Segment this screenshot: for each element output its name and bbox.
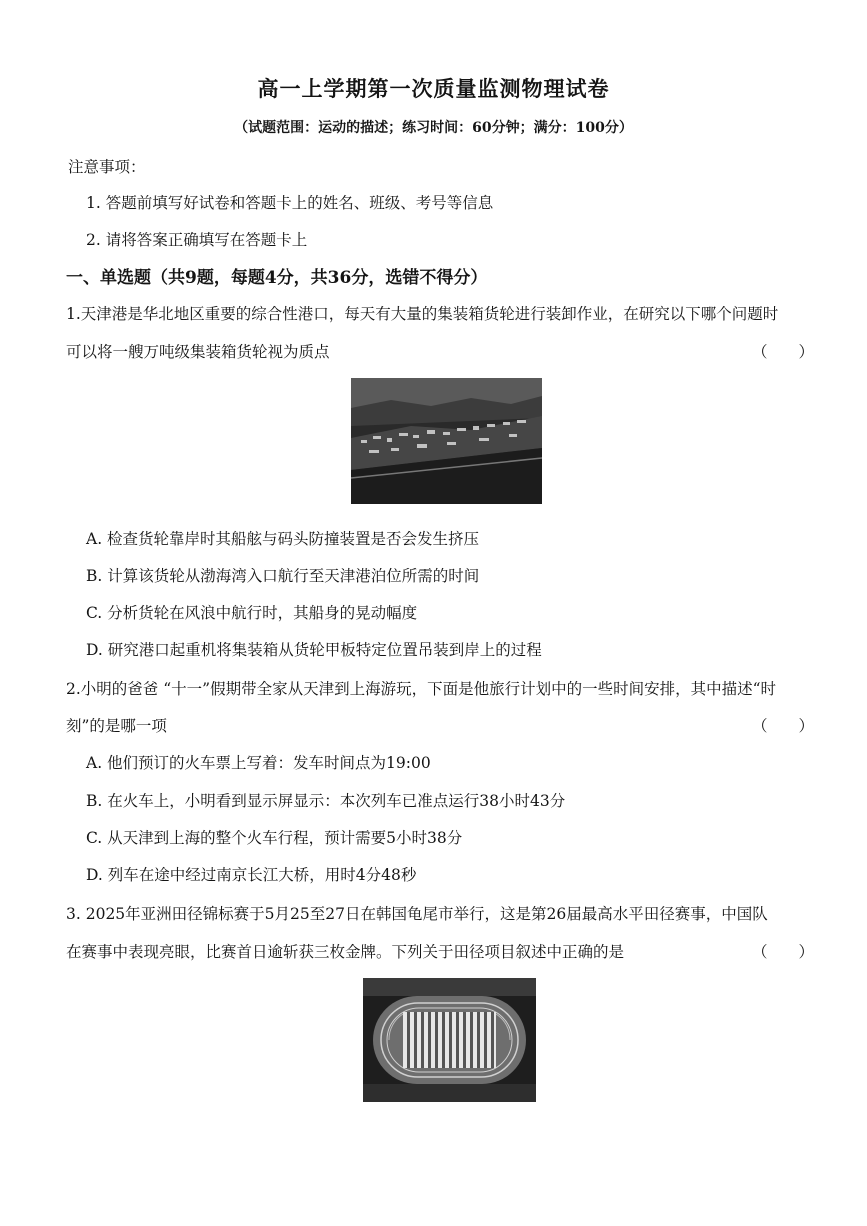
- question-1-stem: 1.天津港是华北地区重要的综合性港口，每天有大量的集装箱货轮进行装卸作业，在研究以下哪个问题时: [66, 305, 779, 323]
- answer-paren: （ ）: [752, 343, 815, 361]
- page-title: 高一上学期第一次质量监测物理试卷: [257, 76, 610, 101]
- port-photo: [351, 378, 542, 504]
- option-b: B. 计算该货轮从渤海湾入口航行至天津港泊位所需的时间: [86, 567, 480, 585]
- notes-heading: 注意事项：: [68, 158, 146, 176]
- stadium-photo: [363, 978, 536, 1102]
- page-subtitle: （试题范围：运动的描述；练习时间：60分钟；满分：100分）: [234, 120, 633, 136]
- question-3-stem: 3. 2025年亚洲田径锦标赛于5月25至27日在韩国龟尾市举行，这是第26届最高水平田径赛事，中国队: [66, 905, 768, 923]
- note-item: 1. 答题前填写好试卷和答题卡上的姓名、班级、考号等信息: [86, 194, 494, 212]
- option-d: D. 研究港口起重机将集装箱从货轮甲板特定位置吊装到岸上的过程: [86, 641, 542, 659]
- option-d: D. 列车在途中经过南京长江大桥，用时4分48秒: [86, 866, 417, 884]
- option-b: B. 在火车上，小明看到显示屏显示：本次列车已准点运行38小时43分: [86, 792, 566, 810]
- question-3-stem-cont: 在赛事中表现亮眼，比赛首日逾斩获三枚金牌。下列关于田径项目叙述中正确的是: [66, 943, 625, 961]
- question-2-stem: 2.小明的爸爸 “十一”假期带全家从天津到上海游玩，下面是他旅行计划中的一些时间安排，其中描述“时: [66, 680, 776, 698]
- option-a: A. 检查货轮靠岸时其船舷与码头防撞装置是否会发生挤压: [86, 530, 480, 548]
- section-heading: 一、单选题（共9题，每题4分，共36分，选错不得分）: [66, 268, 488, 288]
- question-2-stem-cont: 刻”的是哪一项: [66, 717, 167, 735]
- option-a: A. 他们预订的火车票上写着：发车时间点为19:00: [86, 754, 431, 772]
- question-1-stem-cont: 可以将一艘万吨级集装箱货轮视为质点: [66, 343, 330, 361]
- option-c: C. 从天津到上海的整个火车行程，预计需要5小时38分: [86, 829, 463, 847]
- answer-paren: （ ）: [752, 717, 815, 735]
- option-c: C. 分析货轮在风浪中航行时，其船身的晃动幅度: [86, 604, 418, 622]
- note-item: 2. 请将答案正确填写在答题卡上: [86, 231, 308, 249]
- answer-paren: （ ）: [752, 943, 815, 961]
